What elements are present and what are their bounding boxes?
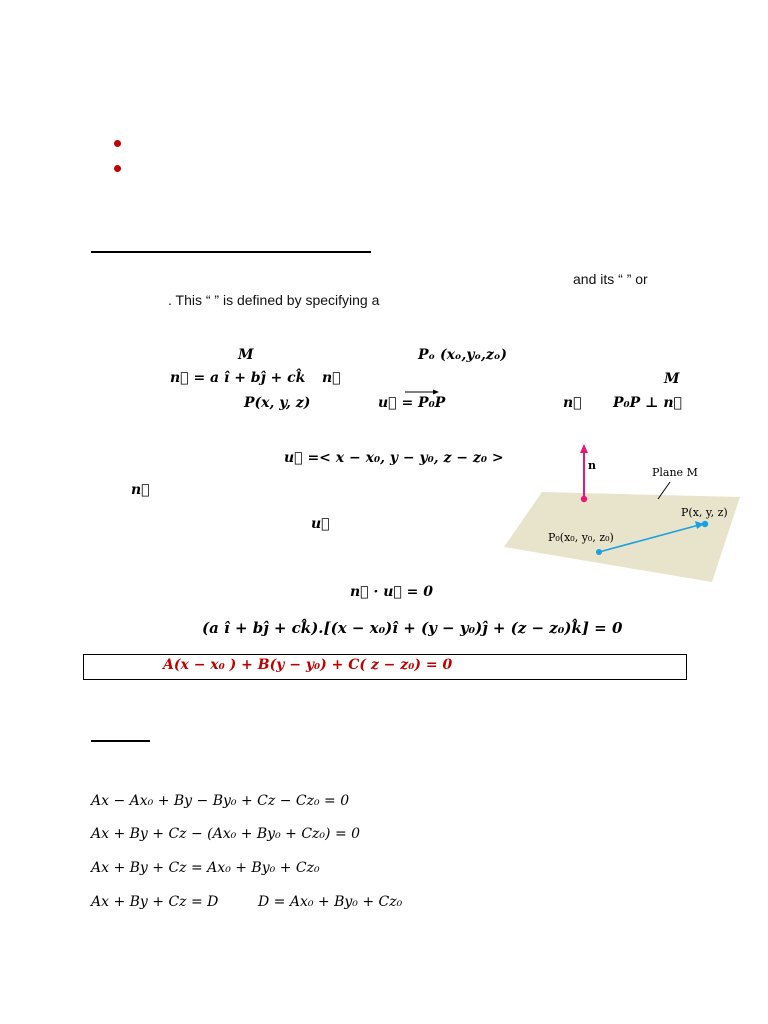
- side-n-symbol: n⃗: [131, 482, 150, 498]
- intro-line-2: . This “ ” is defined by specifying a: [168, 292, 380, 308]
- u-components: u⃗ =< x − x₀, y − y₀, z − z₀ >: [284, 450, 504, 466]
- dot-product-zero: n⃗ · u⃗ = 0: [350, 584, 434, 600]
- point-p-dot: [702, 521, 708, 527]
- p0p-overarrow: [405, 389, 439, 395]
- step-1: Ax − Ax₀ + By − By₀ + Cz − Cz₀ = 0: [91, 793, 350, 809]
- plane-point-normal-equation: A(x − x₀ ) + B(y − y₀) + C( z − z₀) = 0: [163, 657, 453, 673]
- perpendicular-statement: P₀P ⊥ n⃗: [613, 395, 682, 411]
- figure-plane-label: Plane M: [652, 466, 698, 479]
- expanded-dot-product: (a î + bĵ + ck̂).[(x − x₀)î + (y − y₀)ĵ + (z − z₀)k̂] = 0: [202, 619, 623, 637]
- step-2: Ax + By + Cz − (Ax₀ + By₀ + Cz₀) = 0: [91, 826, 361, 842]
- plane-m-label-2: M: [664, 371, 680, 387]
- figure-n-label: n: [588, 459, 596, 472]
- bullet-2: [114, 165, 121, 172]
- side-u-symbol: u⃗: [311, 516, 330, 532]
- normal-vector-arrowhead: [580, 444, 588, 453]
- d-definition: D = Ax₀ + By₀ + Cz₀: [258, 894, 403, 910]
- plane-m-label: M: [238, 347, 254, 363]
- bullet-1: [114, 140, 121, 147]
- intro-line-1-tail: and its “ ” or: [573, 271, 648, 287]
- proof-heading-underline: [91, 740, 150, 742]
- normal-vector-equation: n⃗ = a î + bĵ + ck̂: [170, 370, 306, 386]
- section-heading-underline: [91, 251, 371, 253]
- point-p0-label: Pₒ (xₒ,yₒ,zₒ): [418, 347, 507, 363]
- u-vector-definition: u⃗ = P₀P: [378, 395, 446, 411]
- figure-p-label: P(x, y, z): [681, 506, 728, 519]
- point-p-label: P(x, y, z): [244, 395, 311, 411]
- plane-figure: [500, 440, 745, 588]
- figure-p0-label: P₀(x₀, y₀, z₀): [548, 531, 614, 544]
- step-3: Ax + By + Cz = Ax₀ + By₀ + Cz₀: [91, 860, 320, 876]
- normal-vector-symbol: n⃗: [322, 370, 341, 386]
- normal-vector-symbol-2: n⃗: [563, 395, 582, 411]
- step-4: Ax + By + Cz = D: [91, 894, 219, 910]
- boxed-plane-equation: [83, 654, 687, 680]
- point-p0-dot: [596, 549, 602, 555]
- normal-base-point: [581, 496, 587, 502]
